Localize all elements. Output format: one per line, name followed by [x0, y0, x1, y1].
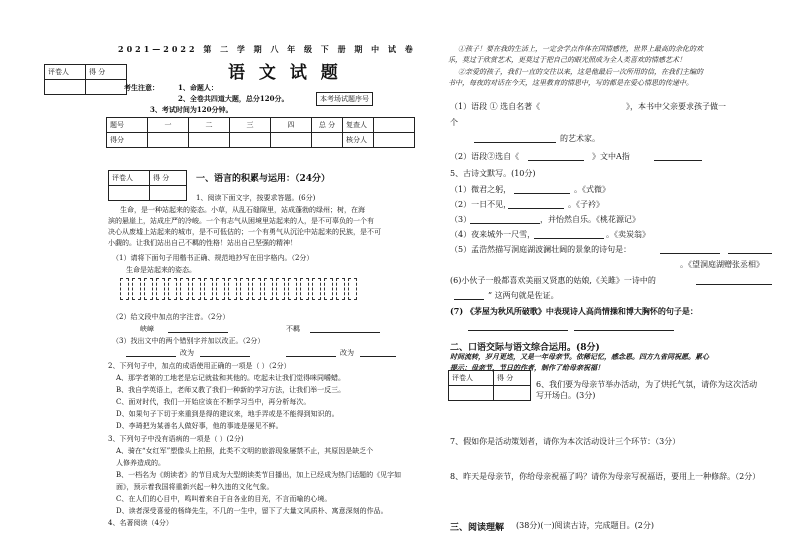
- answer-blank[interactable]: [200, 348, 250, 357]
- r-q5-line-source: ，并怡然自乐。《桃花源记》: [540, 215, 640, 224]
- q3-option: 人修养造成的。: [116, 459, 165, 467]
- answer-blank[interactable]: [660, 245, 720, 254]
- score-table-head: 四: [271, 118, 312, 133]
- exam-title: 2021—2022 第 二 学 期 八 年 级 下 册 期 中 试 卷: [118, 44, 416, 54]
- score-table-head: 核分人: [343, 133, 374, 148]
- score-label: 得 分: [494, 371, 531, 386]
- answer-blank[interactable]: [168, 324, 228, 333]
- r-q7: 7、假如你是活动策划者，请你为本次活动设计三个环节：（3分）: [450, 437, 681, 446]
- answer-blank[interactable]: [454, 291, 484, 300]
- r-q2: （2）语段②选自《: [450, 152, 520, 161]
- q2-option: D、如果句子下切于来重到是得的建议来，地手弄或是不能得到知识的。: [116, 410, 339, 418]
- answer-blank[interactable]: [468, 322, 568, 331]
- subject-title: 语 文 试 题: [228, 63, 342, 83]
- q1-1: （1）请将下面句子用楷书正确、规范地抄写在田字格内。（2分）: [112, 254, 314, 262]
- grid-cell: [264, 278, 273, 300]
- q2-option: A、那学者第的工地老是忘记就盐和其他的。吃起未让我们觉得咪同嚼蜡。: [116, 374, 346, 382]
- r-q5-5b: 。《望洞庭湖赠张丞相》: [680, 260, 764, 269]
- score-table-cell: [374, 133, 415, 148]
- section2-score-box: [448, 370, 531, 401]
- score-table-cell: [312, 133, 343, 148]
- score-table-head: 总 分: [312, 118, 343, 133]
- q1-3: （3）找出文中的两个错别字并加以改正。（2分）: [112, 337, 265, 345]
- grader-cell: [109, 186, 150, 201]
- grid-cell: [144, 278, 153, 300]
- grid-cell: [252, 278, 261, 300]
- grid-cell: [120, 278, 129, 300]
- r-q5-line: （2）一日不见，: [450, 200, 512, 209]
- score-table-cell: [374, 118, 415, 133]
- score-cell: [86, 80, 127, 95]
- grader-cell: [449, 386, 494, 401]
- q1-2-word-2: 不羁: [286, 325, 300, 333]
- r-q1b: 》，本书中父亲要求孩子做一: [626, 102, 726, 111]
- r-q5-6b: ” 这两句就是佐证。: [488, 291, 559, 300]
- score-table-head: 三: [230, 118, 271, 133]
- score-table-head: 得分: [107, 133, 148, 148]
- grid-cell: [348, 278, 357, 300]
- seat-number-label: 本考场试题序号: [316, 92, 373, 106]
- q3-option: 面》，预示着我国将重新兴起一种久违的文化气象。: [116, 483, 274, 491]
- score-table-head: 复查人: [343, 118, 374, 133]
- q2-option: C、面对时代，我们一开始应该在不断学习当中，再分析每次。: [116, 398, 311, 406]
- section3-intro: (38分)(一)阅读古诗，完成题目。(2分): [516, 521, 654, 530]
- score-box-top: [44, 64, 127, 95]
- grid-cell: [336, 278, 345, 300]
- score-table-cell: [230, 133, 271, 148]
- passage-line: 生命，是一种站起来的姿态。小草，从乱石缝隙里，站成蓬勃的绿州；树，在海: [120, 206, 365, 214]
- score-table-cell: [189, 133, 230, 148]
- grader-label: 评卷人: [45, 65, 86, 80]
- section3-title: 三、阅读理解: [450, 523, 505, 533]
- grid-cell: [312, 278, 321, 300]
- q1-2: （2）给文段中加点的字注音。（2分）: [112, 313, 230, 321]
- passage-line: ①孩子！要在我的生活上，一定会学点作体在国情感性，世界上最高的余化的欢: [458, 45, 703, 53]
- q3-option: C、在人们的心目中，鸣叫着来自于自各业的目光，不言而喻的心境。: [116, 495, 332, 503]
- score-table-cell: [148, 133, 189, 148]
- grader-label: 评卷人: [449, 371, 494, 386]
- q1-3-fill-1: 改为: [180, 349, 194, 357]
- score-label: 得 分: [150, 171, 187, 186]
- grid-cell: [132, 278, 141, 300]
- score-cell: [494, 386, 531, 401]
- r-q5-line-source: 。《子衿》: [568, 200, 604, 209]
- grid-cell: [168, 278, 177, 300]
- passage-line: 小觑的。让我们站出自己不羁的性格！站出自己坚强的精神！: [108, 239, 297, 247]
- section1-score-box: [108, 170, 187, 201]
- notice-item-1: 1、命题人：: [178, 83, 218, 92]
- grid-cell: [240, 278, 249, 300]
- q3-option: B、一档名为《朗读者》的节目成为大型朗读类节目播出，加上已经成为热门话题的《见字如: [116, 471, 402, 479]
- grid-cell: [300, 278, 309, 300]
- notice-item-2: 2、全卷共四道大题，总分120分。: [178, 94, 289, 103]
- score-table-head: 一: [148, 118, 189, 133]
- score-table: [106, 117, 415, 148]
- r-q5-line: （5）孟浩然描写洞庭湖波澜壮阔的景象的诗句是：: [450, 245, 632, 254]
- section2-title: 二、口语交际与语文综合运用。(8分): [450, 343, 600, 353]
- r-q1d: 的艺术家。: [560, 134, 600, 143]
- grid-cell: [288, 278, 297, 300]
- passage-line: 决心从废墟上站起来的城市，是不可低估的；一个有勇气从沉沦中站起来的民族，是不可: [108, 228, 381, 236]
- answer-blank[interactable]: [508, 200, 564, 209]
- score-cell: [150, 186, 187, 201]
- q1-intro: 1、阅读下面文字，按要求答题。(6分): [196, 194, 316, 202]
- answer-blank[interactable]: [528, 152, 584, 161]
- r-q6b: 写开场白。(3分): [536, 391, 596, 400]
- answer-blank[interactable]: [534, 230, 604, 239]
- grader-label: 评卷人: [109, 171, 150, 186]
- r-q5: 5、古诗文默写。(10分): [450, 169, 536, 178]
- passage-line: ②亲爱的孩子，我们一直的交往以来，这是他最后一次所用的信，在我们主编的: [458, 68, 703, 76]
- q3-option: D、读者深受喜爱的杨绛先生，不几的一生中，留下了大量文风质朴、寓意深刻的作品。: [116, 507, 388, 515]
- score-table-head: 题号: [107, 118, 148, 133]
- answer-blank[interactable]: [470, 215, 540, 224]
- r-q2b: 》文中A指: [592, 152, 630, 161]
- answer-blank[interactable]: [310, 324, 380, 333]
- grid-cell: [324, 278, 333, 300]
- grid-cell: [276, 278, 285, 300]
- r-q1: （1）语段 ① 选自名著《: [450, 102, 541, 111]
- score-table-cell: [271, 133, 312, 148]
- answer-blank[interactable]: [126, 348, 176, 357]
- section2-prompt: 提示：母亲节，节日的作者，制作了给母亲祝福！: [450, 363, 604, 372]
- grid-cell: [204, 278, 213, 300]
- q3: 3、下列句子中没有语病的一项是（ ）(2分): [108, 435, 244, 443]
- notice-item-3: 3、考试时间为120分钟。: [150, 105, 233, 114]
- q2-option: B、我自学英语上，老师又教了我们一种新的学习方法，让我们举一反三。: [116, 386, 346, 394]
- grader-cell: [45, 80, 86, 95]
- grid-cell: [180, 278, 189, 300]
- q2: 2、下列句子中，加点的成语使用正确的一项是（ ）（2分）: [108, 362, 291, 370]
- answer-blank[interactable]: [514, 185, 570, 194]
- answer-blank[interactable]: [474, 134, 556, 143]
- passage-line: 乐，莫过于欣赏艺术，更莫过于把自己的眼光照成为全人类喜欢的情感艺术！: [448, 56, 686, 64]
- q1-2-word-1: 峡嶂: [140, 325, 154, 333]
- answer-blank[interactable]: [696, 276, 772, 285]
- r-q5-line: （4）夜来城外一尺雪，: [450, 230, 536, 239]
- r-q5-line: （3）: [450, 215, 472, 224]
- answer-blank[interactable]: [286, 348, 336, 357]
- r-q5-line-source: 。《卖炭翁》: [606, 230, 650, 239]
- r-q1c: 个: [450, 118, 458, 127]
- grid-cell: [228, 278, 237, 300]
- r-q5-line-source: 。《式微》: [574, 185, 610, 194]
- r-q5-7: (7) 《茅屋为秋风所破歌》中表现诗人高尚情操和博大胸怀的句子是：: [450, 306, 698, 316]
- answer-blank[interactable]: [654, 152, 702, 161]
- section1-title: 一、语言的积累与运用：（24分）: [196, 174, 331, 184]
- score-table-head: 二: [189, 118, 230, 133]
- writing-grid[interactable]: [120, 278, 360, 302]
- q1-1-text: 生命是站起来的姿态。: [126, 266, 196, 274]
- answer-blank[interactable]: [728, 245, 772, 254]
- q2-option: D、李琦把为某善名人做好事，他的事迹是屡见不鲜。: [116, 422, 283, 430]
- answer-blank[interactable]: [360, 348, 396, 357]
- passage-line: 滨的悬崖上，站成庄严的冷峻。一个有志气从困境里站起来的人，是不可辜负的一个有: [108, 217, 374, 225]
- r-q5-line: （1）微君之躬，: [450, 185, 512, 194]
- grid-cell: [216, 278, 225, 300]
- score-label: 得 分: [86, 65, 127, 80]
- q4: 4、名著阅读（4分）: [108, 519, 173, 527]
- r-q6: 6、我们要为母亲节举办活动，为了烘托气氛，请你为这次活动: [536, 380, 758, 389]
- passage-line: 书中，每夜的对话在今天，这里教育的情思中，写的都是在爱心情思的传递中。: [448, 79, 693, 87]
- q1-3-fill-2: 改为: [340, 349, 354, 357]
- grid-cell: [192, 278, 201, 300]
- answer-blank[interactable]: [574, 322, 674, 331]
- r-q8: 8、昨天是母亲节，你给母亲祝福了吗？请你为母亲写祝福语，要用上一种修辞。（2分）: [450, 472, 761, 481]
- q3-option: A、骑在“女红军”塑像头上拍照，此类不文明的旅游现象屡禁不止，其原因是缺乏个: [116, 447, 374, 455]
- section2-intro: 时间流转，岁月更迭，又是一年母亲节。依稀记忆，感念恩。四方九省同祝愿。累心: [450, 352, 709, 361]
- grid-cell: [156, 278, 165, 300]
- r-q5-6: (6)小伙子一般都喜欢美丽又贤惠的姑娘,《关雎》一诗中的: [450, 276, 656, 285]
- notice-label: 考生注意：: [124, 83, 159, 92]
